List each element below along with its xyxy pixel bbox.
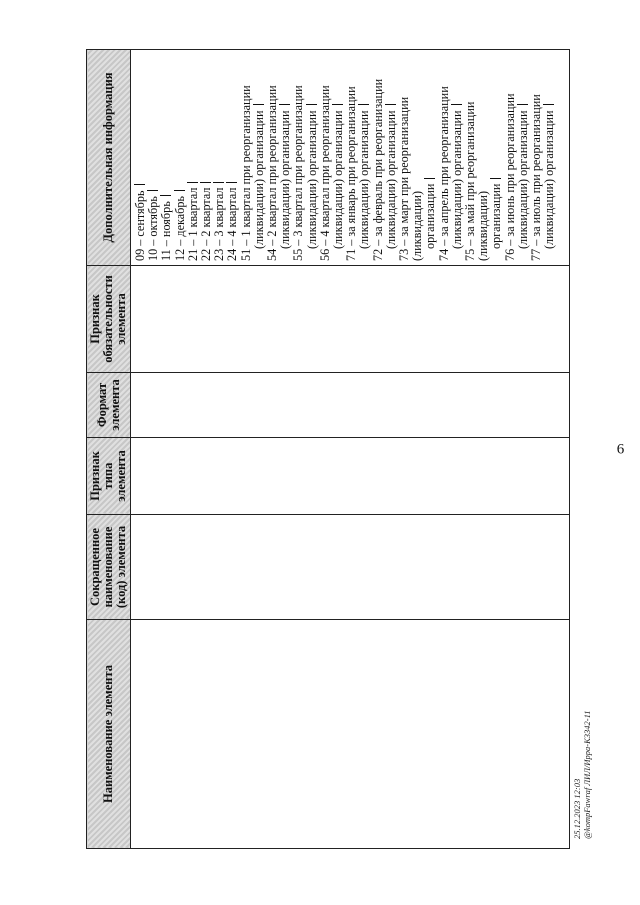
info-item: (ликвидации) организации [517, 52, 530, 261]
cell-element-name [131, 620, 570, 849]
info-item: 10 – октябрь [147, 52, 160, 261]
info-item: 71 – за январь при реорганизации [344, 86, 359, 261]
info-item: 54 – 2 квартал при реорганизации [265, 85, 280, 261]
cell-element-format [131, 373, 570, 438]
info-item: 51 – 1 квартал при реорганизации [238, 85, 253, 261]
info-item: (ликвидации) организации [306, 52, 319, 261]
info-item: 23 – 3 квартал [213, 52, 226, 261]
info-item: 22 – 2 квартал [200, 52, 213, 261]
info-item: (ликвидации) организации [385, 52, 398, 261]
table-row [131, 50, 570, 849]
info-item: (ликвидации) организации [253, 52, 266, 261]
info-list [131, 50, 557, 265]
header-element-required: Признак обязательности элемента [87, 266, 131, 373]
footer-stamp-date: 25.12.2023 12:03 [572, 778, 582, 839]
info-item: 09 – сентябрь [134, 52, 147, 261]
info-item: организации [424, 52, 437, 261]
info-item: 21 – 1 квартал [187, 52, 200, 261]
footer-stamp [572, 711, 592, 840]
cell-additional-info [131, 50, 570, 266]
header-additional-info: Дополнительная информация [87, 50, 131, 266]
footer-stamp-id: @kompFawraf ЛИЛ/Ирра-K3342-11 [582, 710, 592, 839]
info-item: 24 – 4 квартал [226, 52, 239, 261]
page-number: 6 [616, 441, 625, 458]
info-item: (ликвидации) организации [543, 52, 556, 261]
info-item: (ликвидации) организации [451, 52, 464, 261]
header-element-type: Признак типа элемента [87, 438, 131, 515]
info-item: 74 – за апрель при реорганизации [436, 86, 451, 261]
info-item: 75 – за май при реорганизации (ликвидации) [463, 101, 491, 261]
cell-element-code [131, 515, 570, 620]
info-item: организации [490, 52, 503, 261]
table-header-row [87, 50, 131, 849]
header-element-format: Формат элемента [87, 373, 131, 438]
header-element-name: Наименование элемента [87, 620, 131, 849]
info-item: 73 – за март при реорганизации (ликвидации) [397, 96, 425, 261]
info-item: 76 – за июнь при реорганизации [502, 93, 517, 261]
cell-element-required [131, 266, 570, 373]
info-item: 55 – 3 квартал при реорганизации [291, 85, 306, 261]
info-item: 72 – за февраль при реорганизации [370, 78, 385, 261]
info-item: (ликвидации) организации [358, 52, 371, 261]
info-item: (ликвидации) организации [279, 52, 292, 261]
info-item: 12 – декабрь [174, 52, 187, 261]
elements-table [86, 49, 570, 849]
info-item: 77 – за июль при реорганизации [529, 94, 544, 261]
info-item: 11 – ноябрь [160, 52, 173, 261]
info-item: (ликвидации) организации [332, 52, 345, 261]
info-item: 56 – 4 квартал при реорганизации [317, 85, 332, 261]
header-element-code: Сокращенное наименование (код) элемента [87, 515, 131, 620]
cell-element-type [131, 438, 570, 515]
